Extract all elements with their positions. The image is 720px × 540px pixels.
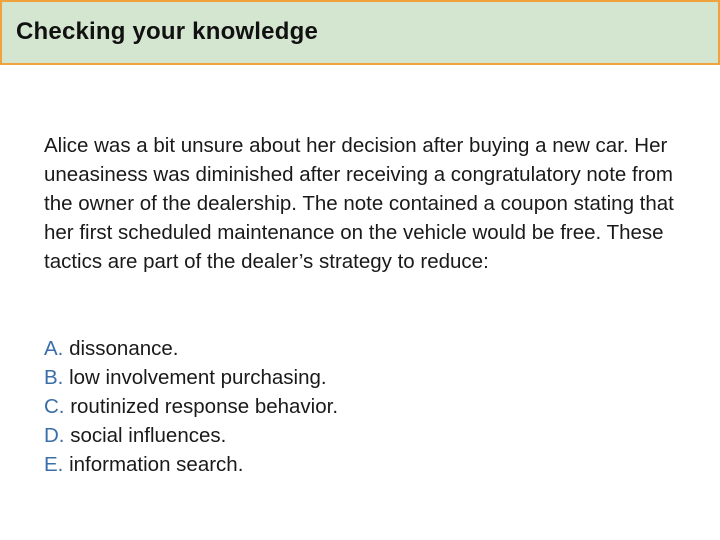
option-text: dissonance. bbox=[69, 337, 179, 360]
option-text: low involvement purchasing. bbox=[69, 366, 327, 389]
answer-option-d[interactable] bbox=[44, 421, 684, 450]
answer-options-list bbox=[44, 334, 684, 479]
question-text: Alice was a bit unsure about her decision after buying a new car. Her uneasiness was diminished after receiving a congratulatory note from the owner of the dealership. The note contained a coupon stating that her first scheduled maintenance on the vehicle would be free. These tactics are part of the dealer’s strategy to reduce: bbox=[44, 134, 674, 273]
option-text: routinized response behavior. bbox=[70, 395, 339, 418]
answer-option-b[interactable] bbox=[44, 363, 684, 392]
answer-option-e[interactable] bbox=[44, 450, 684, 479]
option-letter: C. bbox=[44, 395, 65, 418]
option-letter: D. bbox=[44, 424, 65, 447]
option-text: social influences. bbox=[70, 424, 227, 447]
page-title: Checking your knowledge bbox=[16, 18, 318, 45]
option-letter: B. bbox=[44, 366, 64, 389]
option-text: information search. bbox=[69, 453, 244, 476]
answer-option-c[interactable] bbox=[44, 392, 684, 421]
title-banner bbox=[0, 0, 720, 65]
option-letter: A. bbox=[44, 337, 64, 360]
answer-option-a[interactable] bbox=[44, 334, 684, 363]
option-letter: E. bbox=[44, 453, 64, 476]
